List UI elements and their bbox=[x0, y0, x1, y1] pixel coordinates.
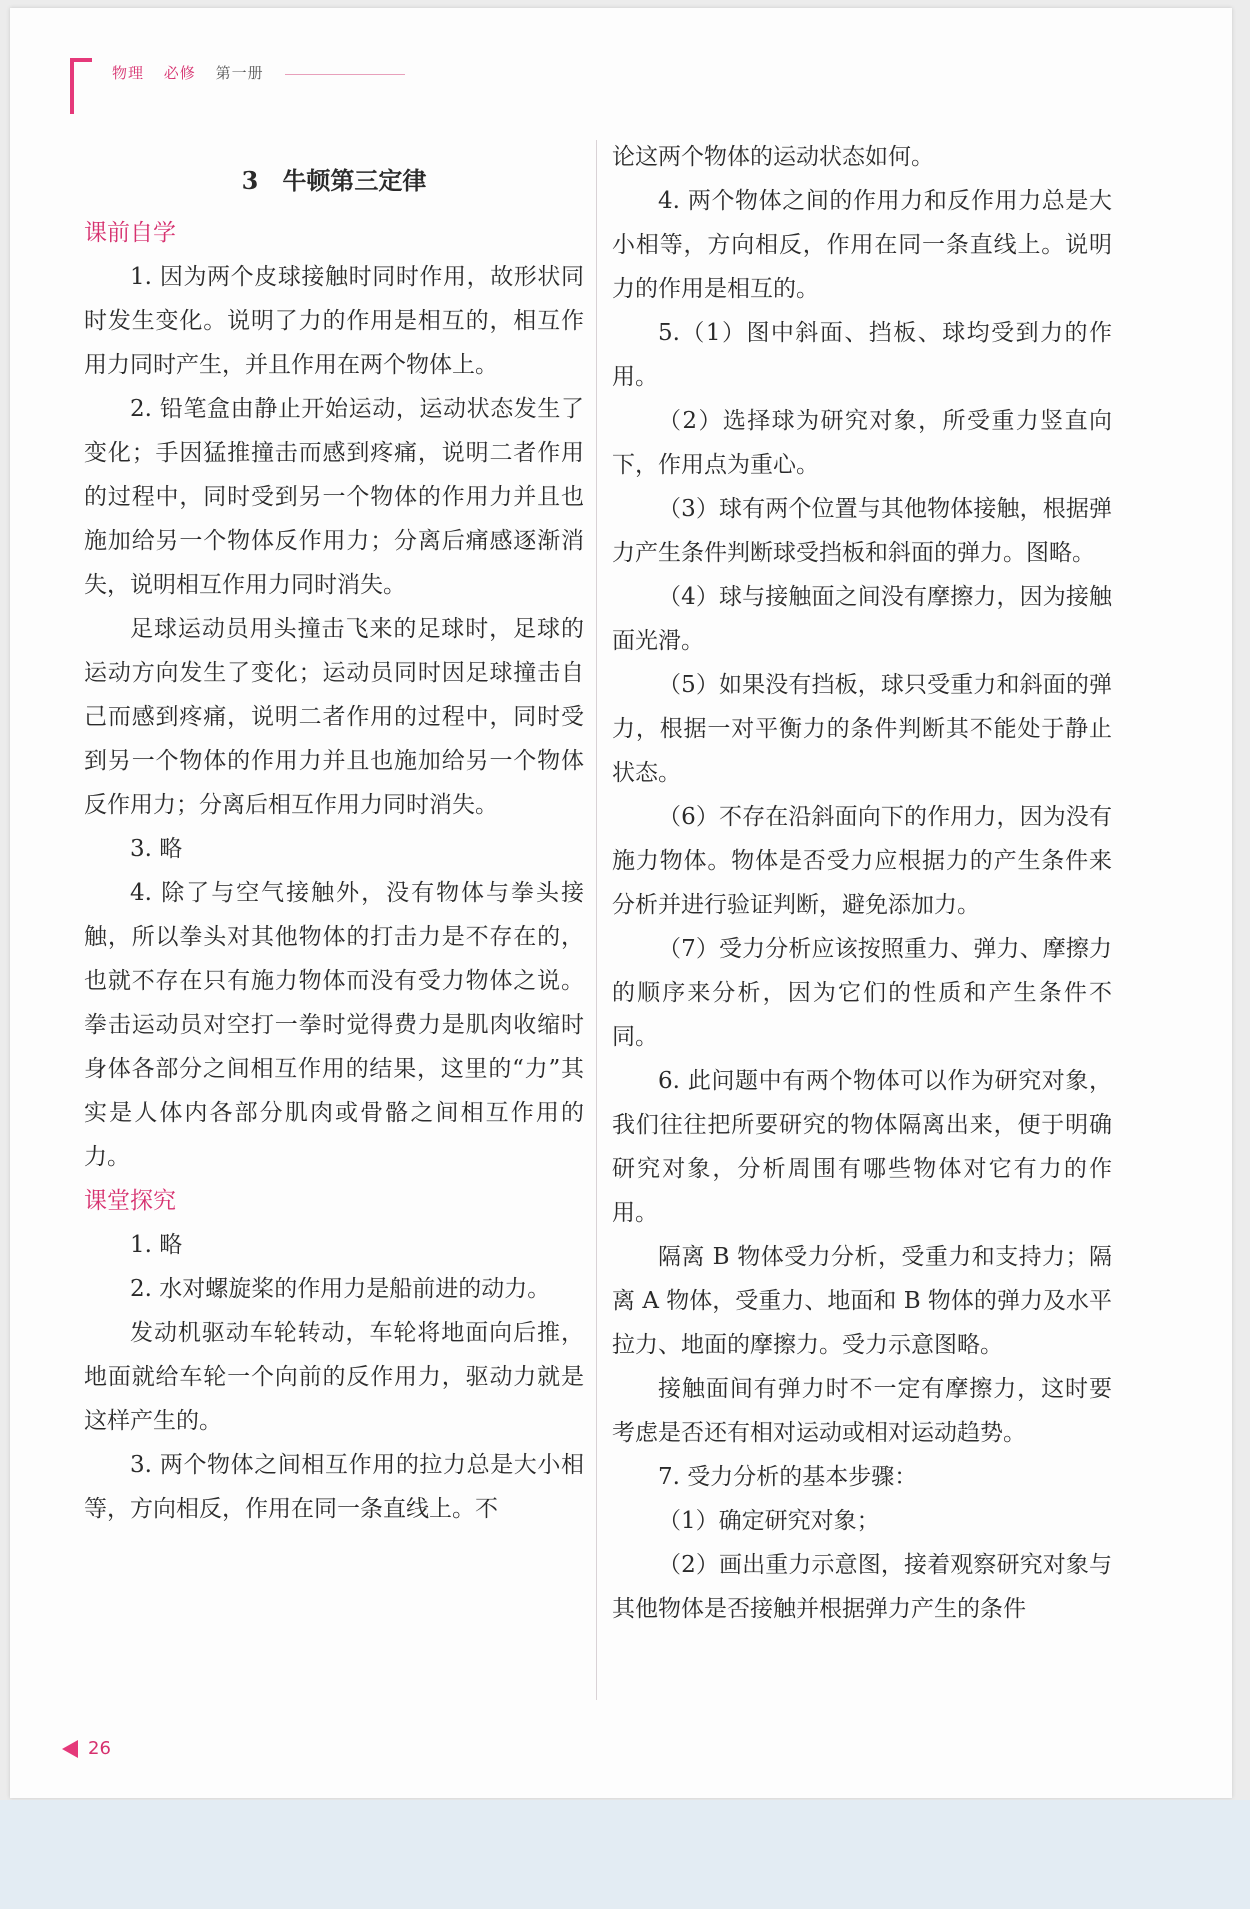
left-column bbox=[84, 135, 584, 1531]
triangle-left-icon bbox=[62, 1740, 78, 1758]
paragraph: 足球运动员用头撞击飞来的足球时，足球的运动方向发生了变化；运动员同时因足球撞击自己而感到疼痛，说明二者作用的过程中，同时受到另一个物体的作用力并且也施加给另一个物体反作用力；分离后相互作用力同时消失。 bbox=[84, 616, 584, 818]
paragraph: 1. 略 bbox=[130, 1232, 183, 1258]
paragraph: 4. 两个物体之间的作用力和反作用力总是大小相等，方向相反，作用在同一条直线上。说明力的作用是相互的。 bbox=[612, 188, 1112, 302]
paragraph: 6. 此问题中有两个物体可以作为研究对象，我们往往把所要研究的物体隔离出来，便于明确研究对象，分析周围有哪些物体对它有力的作用。 bbox=[612, 1068, 1112, 1226]
header-rule bbox=[285, 74, 405, 75]
paragraph: 2. 铅笔盒由静止开始运动，运动状态发生了变化；手因猛推撞击而感到疼痛，说明二者作用的过程中，同时受到另一个物体的作用力并且也施加给另一个物体反作用力；分离后痛感逐渐消失，说明相互作用力同时消失。 bbox=[84, 396, 584, 598]
paragraph: （3）球有两个位置与其他物体接触，根据弹力产生条件判断球受挡板和斜面的弹力。图略。 bbox=[612, 496, 1112, 566]
paragraph: （2）画出重力示意图，接着观察研究对象与其他物体是否接触并根据弹力产生的条件 bbox=[612, 1552, 1112, 1622]
page-number bbox=[62, 1738, 111, 1759]
page-bottom-band bbox=[0, 1800, 1250, 1909]
column-divider bbox=[596, 140, 597, 1700]
running-header bbox=[112, 62, 278, 83]
paragraph: （6）不存在沿斜面向下的作用力，因为没有施力物体。物体是否受力应根据力的产生条件来分析并进行验证判断，避免添加力。 bbox=[612, 804, 1112, 918]
paragraph: （5）如果没有挡板，球只受重力和斜面的弹力，根据一对平衡力的条件判断其不能处于静止状态。 bbox=[612, 672, 1112, 786]
paragraph: （1）确定研究对象； bbox=[658, 1508, 880, 1534]
paragraph: 发动机驱动车轮转动，车轮将地面向后推，地面就给车轮一个向前的反作用力，驱动力就是这样产生的。 bbox=[84, 1320, 584, 1434]
paragraph: 1. 因为两个皮球接触时同时作用，故形状同时发生变化。说明了力的作用是相互的，相互作用力同时产生，并且作用在两个物体上。 bbox=[84, 264, 584, 378]
paragraph: （2）选择球为研究对象，所受重力竖直向下，作用点为重心。 bbox=[612, 408, 1112, 478]
paragraph: 论这两个物体的运动状态如何。 bbox=[612, 144, 934, 170]
section-heading-pre: 课前自学 bbox=[84, 220, 176, 246]
paragraph: 接触面间有弹力时不一定有摩擦力，这时要考虑是否还有相对运动或相对运动趋势。 bbox=[612, 1376, 1112, 1446]
right-column bbox=[612, 135, 1112, 1631]
section-heading-class: 课堂探究 bbox=[84, 1188, 176, 1214]
chapter-title: 3 牛顿第三定律 bbox=[241, 166, 427, 195]
paragraph: 2. 水对螺旋桨的作用力是船前进的动力。 bbox=[130, 1276, 551, 1302]
header-subject: 物理 bbox=[112, 64, 145, 82]
paragraph: 3. 略 bbox=[130, 836, 183, 862]
header-type: 必修 bbox=[163, 64, 196, 82]
header-volume: 第一册 bbox=[215, 64, 264, 82]
paragraph: （7）受力分析应该按照重力、弹力、摩擦力的顺序来分析，因为它们的性质和产生条件不同。 bbox=[612, 936, 1112, 1050]
paragraph: （4）球与接触面之间没有摩擦力，因为接触面光滑。 bbox=[612, 584, 1112, 654]
paragraph: 7. 受力分析的基本步骤： bbox=[658, 1464, 918, 1490]
paragraph: 隔离 B 物体受力分析，受重力和支持力；隔离 A 物体，受重力、地面和 B 物体的弹力及水平拉力、地面的摩擦力。受力示意图略。 bbox=[612, 1244, 1112, 1358]
page-number-text: 26 bbox=[88, 1738, 111, 1759]
paragraph: 4. 除了与空气接触外，没有物体与拳头接触，所以拳头对其他物体的打击力是不存在的，也就不存在只有施力物体而没有受力物体之说。拳击运动员对空打一拳时觉得费力是肌肉收缩时身体各部分之间相互作用的结果，这里的“力”其实是人体内各部分肌肉或骨骼之间相互作用的力。 bbox=[84, 880, 584, 1170]
paragraph: 3. 两个物体之间相互作用的拉力总是大小相等，方向相反，作用在同一条直线上。不 bbox=[84, 1452, 584, 1522]
corner-mark bbox=[70, 58, 100, 114]
paragraph: 5.（1）图中斜面、挡板、球均受到力的作用。 bbox=[612, 320, 1112, 390]
